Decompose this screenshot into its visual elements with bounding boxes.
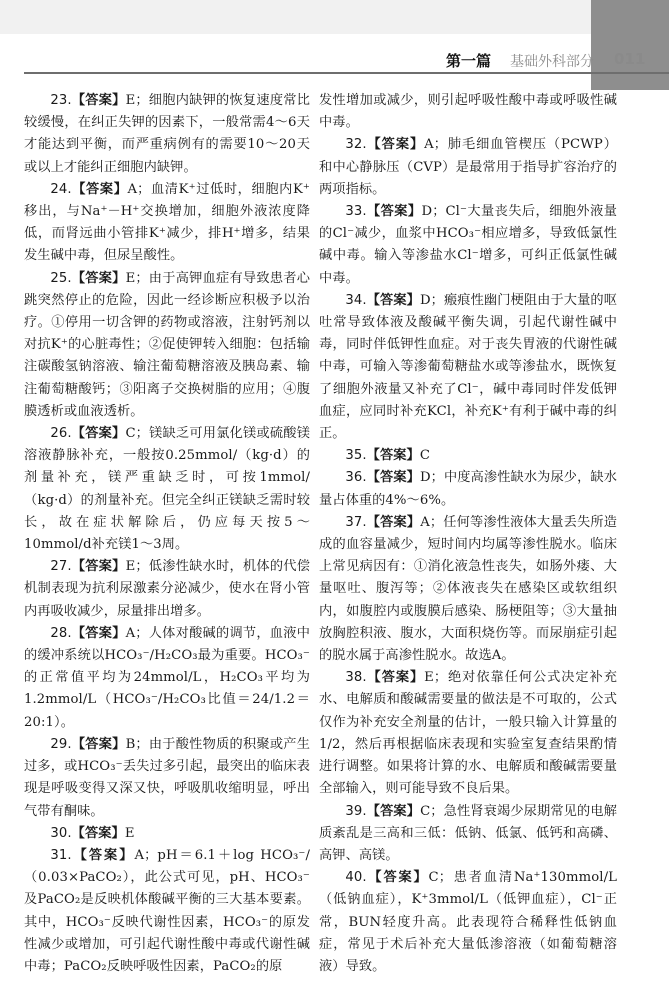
answer-text: A；人体对酸碱的调节，血液中的缓冲系统以HCO₃⁻/H₂CO₃最为重要。HCO₃⁻的正常值平均为24mmol/L，H₂CO₃平均为1.2mmol/L（HCO₃⁻/H₂CO₃比值＝24/1.2＝20:1）。 [24, 625, 310, 730]
answer-item [24, 179, 310, 268]
answer-text: D；中度高渗性缺水为尿少，缺水量占体重的4%～6%。 [319, 470, 617, 508]
answer-label: 【答案】 [366, 514, 421, 530]
answer-item [24, 623, 310, 734]
question-number: 25. [50, 270, 72, 286]
answer-text: E；绝对依靠任何公式决定补充水、电解质和酸碱需要量的做法是不可取的，公式仅作为补充安全剂量的估计，一般只输入计算量的1/2，然后再根据临床表现和实验室复查结果酌情进行调整。如果将计算的水、电解质和酸碱需要量全部输入，则可能导致不良后果。 [319, 670, 617, 797]
answer-item [24, 823, 310, 845]
answer-text: D；瘢痕性幽门梗阻由于大量的呕吐常导致体液及酸碱平衡失调，引起代谢性碱中毒，同时伴低钾性血症。对于丧失胃液的代谢性碱中毒，可输入等渗葡萄糖盐水或等渗盐水，既恢复了细胞外液量又补充了Cl⁻，碱中毒同时伴发低钾血症，应同时补充KCl，补充K⁺有利于碱中毒的纠正。 [319, 292, 617, 442]
answer-item [319, 801, 617, 868]
page-number: 011 [614, 50, 646, 68]
answer-item [24, 268, 310, 423]
answer-text: C；急性肾衰竭少尿期常见的电解质紊乱是三高和三低：低钠、低氯、低钙和高磷、高钾、高镁。 [319, 803, 617, 863]
question-number: 35. [345, 448, 367, 464]
answer-text: C [419, 448, 431, 464]
answer-item [319, 667, 617, 800]
answer-label: 【答案】 [366, 670, 425, 686]
answer-item [319, 512, 617, 667]
answer-item [319, 445, 617, 467]
question-number: 26. [50, 426, 72, 442]
question-number: 29. [50, 736, 72, 752]
question-number: 34. [345, 292, 367, 308]
question-number: 36. [345, 470, 367, 486]
answer-text: B；由于酸性物质的积聚或产生过多，或HCO₃⁻丢失过多引起，最突出的临床表现是呼吸变得又深又快，呼吸肌收缩明显，呼出气带有酮味。 [24, 736, 311, 819]
answer-text: E；由于高钾血症有导致患者心跳突然停止的危险，因此一经诊断应积极予以治疗。①停用一切含钾的药物或溶液，注射钙剂以对抗K⁺的心脏毒性；②促使钾转入细胞：包括输注碳酸氢钠溶液、输注葡萄糖溶液及胰岛素、输注葡萄糖酸钙；③阳离子交换树脂的应用；④腹膜透析或血液透析。 [24, 270, 310, 419]
question-number: 39. [345, 803, 367, 819]
answer-item [319, 467, 617, 511]
answer-item [24, 423, 310, 556]
chapter-tab-marker [591, 0, 669, 90]
answer-item [24, 845, 310, 978]
answer-item [319, 201, 617, 290]
part-title: 第一篇 [446, 52, 492, 70]
answer-label: 【答案】 [71, 847, 135, 863]
answer-label: 【答案】 [71, 625, 126, 641]
question-number: 37. [345, 514, 367, 530]
answer-text: A；任何等渗性液体大量丢失所造成的血容量减少，短时间内均属等渗性脱水。临床上常见病因有：①消化液急性丧失，如肠外瘘、大量呕吐、腹泻等；②体液丧失在感染区或软组织内，如腹腔内或腹膜后感染、肠梗阻等；③大量抽放胸腔积液、腹水，大面积烧伤等。而尿崩症引起的脱水属于高渗性脱水。故选A。 [319, 514, 617, 664]
answer-label: 【答案】 [71, 426, 126, 442]
answer-continuation [319, 90, 617, 134]
question-number: 38. [345, 670, 367, 686]
header-divider [24, 72, 669, 74]
answer-text: D；Cl⁻大量丧失后，细胞外液量的Cl⁻减少，血浆中HCO₃⁻相应增多，导致低氯性碱中毒。输入等渗盐水Cl⁻增多，可纠正低氯性碱中毒。 [319, 204, 617, 286]
answer-label: 【答案】 [366, 870, 429, 886]
left-column [24, 90, 310, 978]
question-number: 40. [345, 870, 367, 886]
answer-label: 【答案】 [71, 559, 126, 575]
answer-label: 【答案】 [71, 736, 126, 752]
answer-item [319, 867, 617, 978]
answer-label: 【答案】 [71, 270, 126, 286]
answer-item [319, 290, 617, 445]
section-title: 基础外科部分 [510, 54, 594, 70]
question-number: 28. [50, 625, 72, 641]
answer-label: 【答案】 [366, 137, 425, 153]
answer-text: A；血清K⁺过低时，细胞内K⁺移出，与Na⁺－H⁺交换增加，细胞外液浓度降低，而肾远曲小管排K⁺减少，排H⁺增多，结果发生碱中毒，但尿呈酸性。 [24, 181, 310, 264]
answer-text: C；患者血清Na⁺130mmol/L（低钠血症），K⁺3mmol/L（低钾血症），Cl⁻正常，BUN轻度升高。此表现符合稀释性低钠血症，常见于术后补充大量低渗溶液（如葡萄糖溶液）导致。 [319, 870, 617, 974]
answer-label: 【答案】 [71, 825, 125, 841]
question-number: 23. [50, 93, 72, 108]
question-number: 33. [345, 204, 367, 220]
answer-label: 【答案】 [71, 181, 128, 197]
answer-item [319, 134, 617, 201]
answer-text: E [124, 825, 135, 841]
answer-text: E；低渗性缺水时，机体的代偿机制表现为抗利尿激素分泌减少，使水在肾小管内再吸收减少，尿量排出增多。 [24, 559, 310, 619]
answer-label: 【答案】 [366, 448, 420, 464]
question-number: 30. [50, 825, 72, 841]
answer-label: 【答案】 [71, 93, 126, 108]
answer-text: A；pH＝6.1＋log HCO₃⁻/（0.03×PaCO₂），此公式可见，pH、HCO₃⁻及PaCO₂是反映机体酸碱平衡的三大基本要素。其中，HCO₃⁻反映代谢性因素，HCO₃⁻的原发性减少或增加，可引起代谢性酸中毒或代谢性碱中毒；PaCO₂反映呼吸性因素，PaCO₂的原 [24, 847, 310, 974]
answer-text: E；细胞内缺钾的恢复速度常比较缓慢，在纠正失钾的因素下，一般常需4～6天才能达到平衡，而严重病例有的需要10～20天或以上才能纠正细胞内缺钾。 [24, 93, 310, 175]
answer-label: 【答案】 [366, 292, 420, 308]
question-number: 27. [50, 559, 72, 575]
question-number: 24. [50, 181, 72, 197]
right-column [319, 90, 617, 978]
answer-item [24, 556, 310, 623]
answer-label: 【答案】 [366, 803, 421, 819]
answer-item [24, 90, 310, 179]
top-gray-band [0, 0, 591, 34]
question-number: 31. [50, 847, 72, 863]
answer-text: A；肺毛细血管楔压（PCWP）和中心静脉压（CVP）是最常用于指导扩容治疗的两项指标。 [319, 137, 617, 197]
answer-text: C；镁缺乏可用氯化镁或硫酸镁溶液静脉补充，一般按0.25mmol/（kg·d）的剂量补充，镁严重缺乏时，可按1mmol/（kg·d）的剂量补充。但完全纠正镁缺乏需时较长，故在症状解除后，仍应每天按5～10mmol/d补充镁1～3周。 [24, 426, 310, 553]
answer-label: 【答案】 [366, 204, 422, 220]
question-number: 32. [345, 137, 367, 153]
answer-item [24, 734, 310, 823]
answer-text: 发性增加或减少，则引起呼吸性酸中毒或呼吸性碱中毒。 [319, 93, 617, 131]
answer-label: 【答案】 [366, 470, 420, 486]
